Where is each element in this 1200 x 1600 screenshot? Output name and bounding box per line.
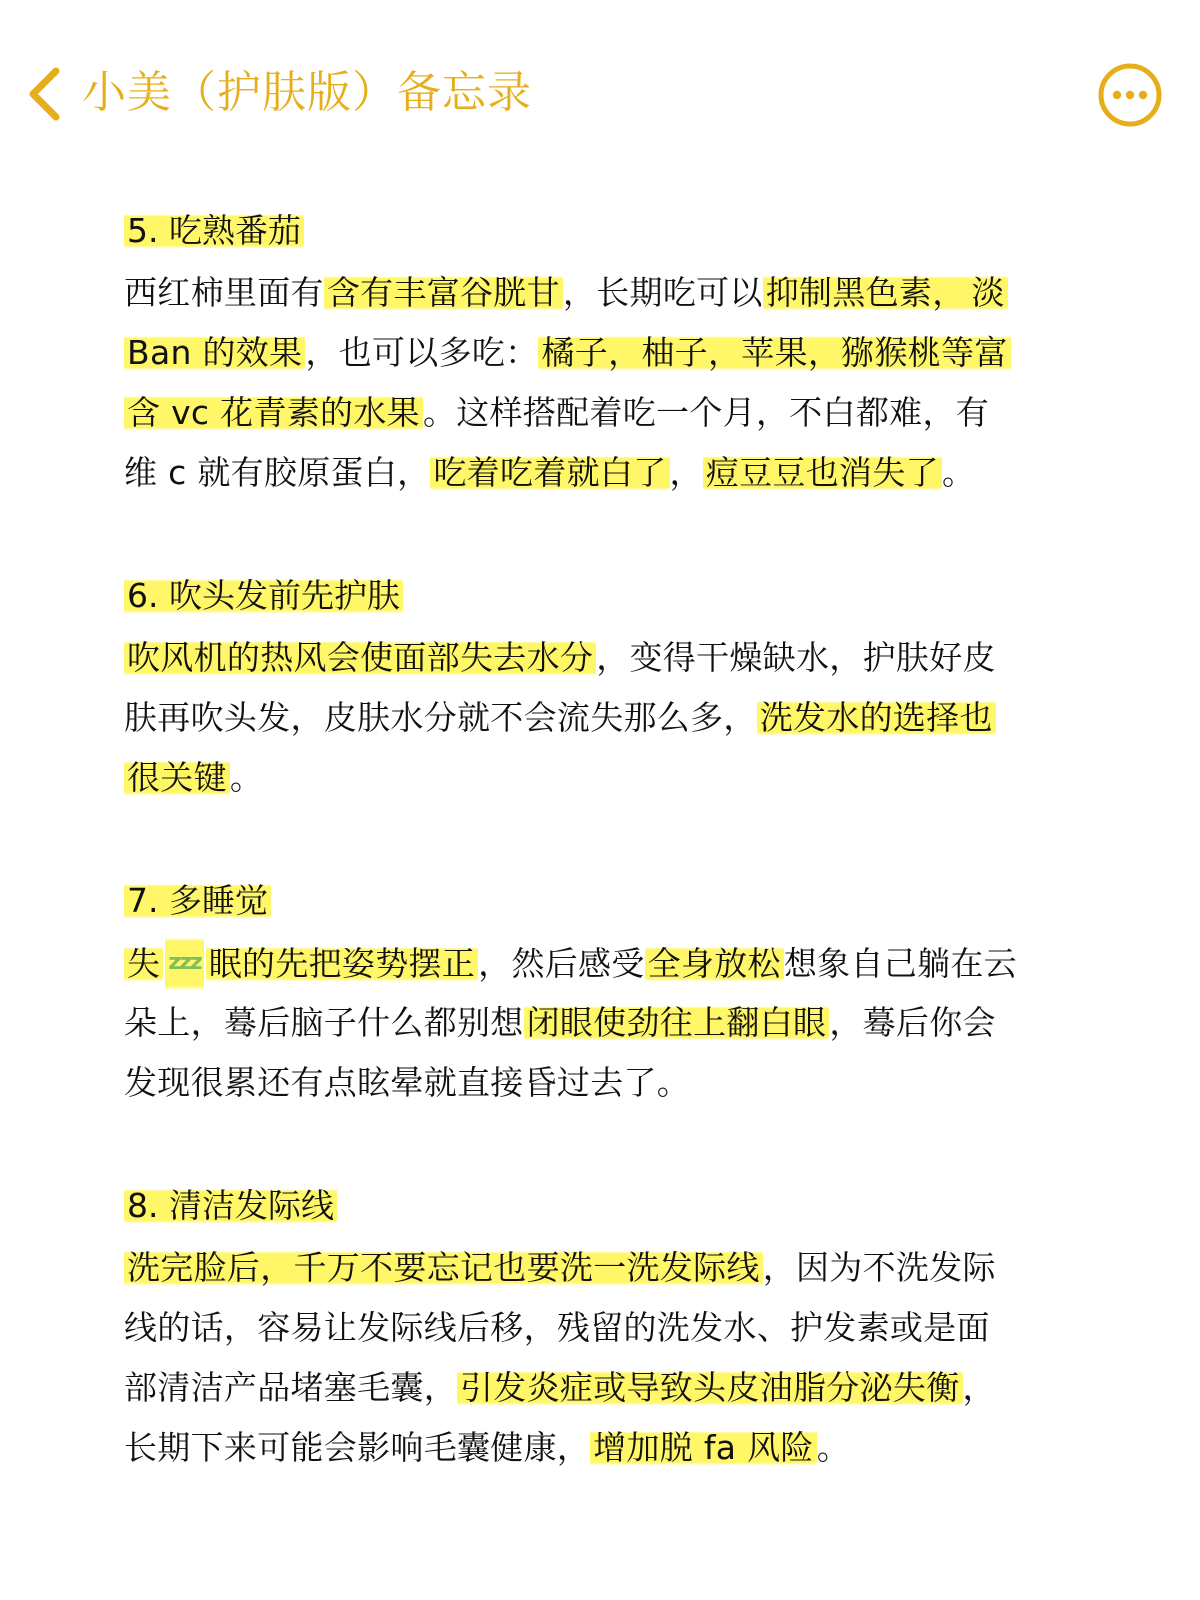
- text-line: [124, 263, 1084, 323]
- note-section-tomato: [124, 205, 1084, 503]
- page-title: 小美（护肤版）备忘录: [82, 67, 532, 118]
- body-text: 部清洁产品堵塞毛囊，: [124, 1368, 457, 1407]
- body-text: 朵上，蓦后脑子什么都别想: [124, 1003, 524, 1042]
- body-text: 想象自己躺在云: [783, 944, 1017, 983]
- body-text: ，也可以多吃：: [305, 333, 539, 372]
- note-section-hairline: [124, 1180, 1084, 1478]
- highlighted-text: Ban 的效果: [124, 333, 305, 372]
- chevron-left-icon: [22, 65, 67, 123]
- highlighted-text: 抑制黑色素，: [763, 273, 969, 312]
- body-text: ，然后感受: [478, 944, 645, 983]
- text-line: [124, 1358, 1084, 1418]
- section-body: [124, 1238, 1084, 1478]
- body-text: ，: [669, 453, 703, 492]
- section-heading-text: 8. 清洁发际线: [124, 1186, 337, 1225]
- text-line: [124, 688, 1084, 748]
- body-text: ，: [962, 1368, 996, 1407]
- body-text: 西红柿里面有: [124, 273, 324, 312]
- section-heading: [124, 1180, 1084, 1232]
- highlighted-text: 增加脱 fa 风险: [590, 1428, 817, 1467]
- text-line: [124, 628, 1084, 688]
- body-text: 。: [816, 1428, 851, 1467]
- highlighted-text: 很关键: [124, 758, 230, 797]
- highlighted-text: 含 vc 花青素的水果: [124, 393, 423, 432]
- highlighted-text: 痘豆豆也消失了: [703, 453, 942, 492]
- text-line: [124, 1053, 1084, 1113]
- highlighted-text: 眠的先把姿势摆正: [206, 944, 478, 983]
- text-line: [124, 383, 1084, 443]
- section-body: [124, 263, 1084, 503]
- highlighted-text: 洗发水的选择也: [757, 698, 996, 737]
- note-section-hair-drying: [124, 570, 1084, 808]
- ellipsis-circle-icon: [1097, 62, 1163, 128]
- text-line: [124, 1418, 1084, 1478]
- body-text: ，变得干燥缺水，护肤好皮: [596, 638, 996, 677]
- section-body: [124, 933, 1084, 1113]
- section-heading-text: 6. 吹头发前先护肤: [124, 576, 403, 615]
- highlighted-text: 全身放松: [645, 944, 784, 983]
- body-text: ，长期吃可以: [562, 273, 763, 312]
- body-text: 发现很累还有点眩晕就直接昏过去了。: [124, 1063, 691, 1102]
- text-line: [124, 1238, 1084, 1298]
- body-text: 。: [229, 758, 264, 797]
- text-line: [124, 443, 1084, 503]
- more-options-button[interactable]: [1097, 62, 1163, 128]
- highlighted-text: 闭眼使劲往上翻白眼: [524, 1003, 830, 1042]
- note-section-sleep: [124, 875, 1084, 1113]
- section-heading: [124, 875, 1084, 927]
- highlighted-text: 淡: [969, 273, 1008, 312]
- text-line: [124, 1298, 1084, 1358]
- section-heading: [124, 570, 1084, 622]
- body-text: 。这样搭配着吃一个月，不白都难，有: [422, 393, 990, 432]
- highlighted-text: 吃着吃着就白了: [430, 453, 669, 492]
- highlighted-text: 橘子，柚子，苹果，猕猴桃等富: [538, 333, 1010, 372]
- text-line: [124, 323, 1084, 383]
- body-text: ，蓦后你会: [829, 1003, 996, 1042]
- section-heading-text: 5. 吃熟番茄: [124, 211, 304, 250]
- body-text: 长期下来可能会影响毛囊健康，: [124, 1428, 591, 1467]
- section-heading: [124, 205, 1084, 257]
- body-text: ，因为不洗发际: [762, 1248, 996, 1287]
- back-button[interactable]: [22, 65, 67, 123]
- body-text: 线的话，容易让发际线后移，残留的洗发水、护发素或是面: [124, 1308, 990, 1347]
- body-text: 。: [941, 453, 976, 492]
- body-text: 维 c 就有胶原蛋白，: [124, 453, 431, 492]
- section-body: [124, 628, 1084, 808]
- highlighted-text: 含有丰富谷胱甘: [324, 273, 563, 312]
- text-line: [124, 933, 1084, 993]
- highlighted-text: 引发炎症或导致头皮油脂分泌失衡: [457, 1368, 963, 1407]
- top-bar: [0, 55, 1200, 135]
- highlighted-text: 失: [124, 944, 163, 983]
- body-text: 肤再吹头发，皮肤水分就不会流失那么多，: [124, 698, 757, 737]
- sleep-zzz-icon: zzz: [165, 933, 203, 993]
- highlighted-text: 洗完脸后，千万不要忘记也要洗一洗发际线: [124, 1248, 763, 1287]
- section-heading-text: 7. 多睡觉: [124, 881, 271, 920]
- text-line: [124, 748, 1084, 808]
- text-line: [124, 993, 1084, 1053]
- highlighted-text: 吹风机的热风会使面部失去水分: [124, 638, 596, 677]
